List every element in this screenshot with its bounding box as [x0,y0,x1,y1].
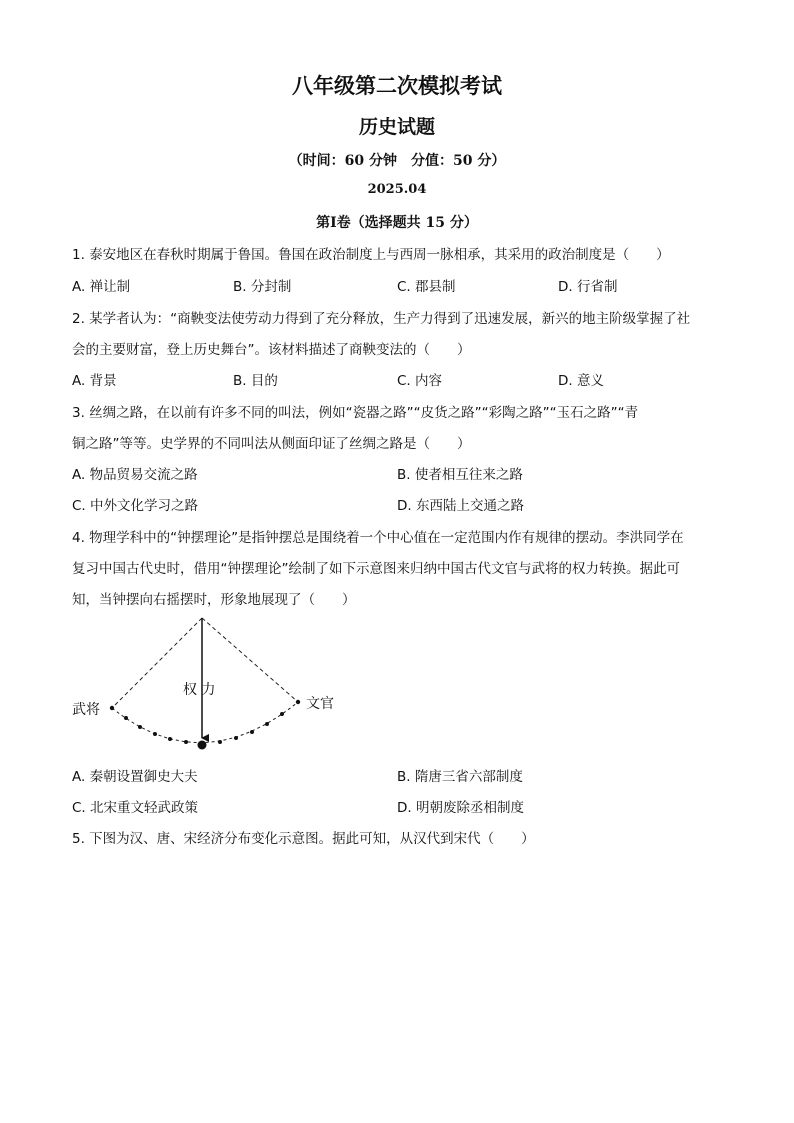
question-4-option-b[interactable]: B. 隋唐三省六部制度 [397,769,523,785]
question-2-stem-line-2: 会的主要财富，登上历史舞台”。该材料描述了商鞅变法的（ ） [72,342,471,358]
exam-meta: （时间：60 分钟 分值：50 分） [288,153,506,169]
section-heading: 第Ⅰ卷（选择题共 15 分） [316,215,478,231]
question-1-option-a[interactable]: A. 禅让制 [72,279,131,295]
question-1-option-b[interactable]: B. 分封制 [233,279,292,295]
label-power: 权 力 [183,682,216,698]
question-3-option-a[interactable]: A. 物品贸易交流之路 [72,467,198,483]
question-3-option-c[interactable]: C. 中外文化学习之路 [72,498,199,514]
subject-title: 历史试题 [358,116,435,138]
exam-title: 八年级第二次模拟考试 [292,73,502,98]
exam-date: 2025.04 [367,182,427,197]
label-civil-officials: 文官 [306,696,334,712]
right-swing-line [202,618,298,702]
question-2-option-a[interactable]: A. 背景 [72,373,117,389]
question-2-option-d[interactable]: D. 意义 [558,373,604,389]
question-4-option-d[interactable]: D. 明朝废除丞相制度 [397,800,524,816]
question-1-stem: 1. 泰安地区在春秋时期属于鲁国。鲁国在政治制度上与西周一脉相承，其采用的政治制度是（ ） [72,247,670,263]
swing-arc [112,702,298,743]
question-5-stem: 5. 下图为汉、唐、宋经济分布变化示意图。据此可知，从汉代到宋代（ ） [72,831,535,847]
question-2-option-b[interactable]: B. 目的 [233,373,278,389]
question-1-option-c[interactable]: C. 郡县制 [397,279,456,295]
pendulum-bob [198,741,207,750]
question-1-option-d[interactable]: D. 行省制 [558,279,618,295]
label-military-generals: 武将 [72,702,100,718]
question-4-stem-line-1: 4. 物理学科中的“钟摆理论”是指钟摆总是围绕着一个中心值在一定范围内作有规律的摆动。李洪同学在 [72,530,684,546]
question-3-stem-line-2: 铜之路”等等。史学界的不同叫法从侧面印证了丝绸之路是（ ） [72,436,471,452]
question-4-option-a[interactable]: A. 秦朝设置御史大夫 [72,769,198,785]
question-4-stem-line-3: 知，当钟摆向右摇摆时，形象地展现了（ ） [72,592,356,608]
question-2-stem-line-1: 2. 某学者认为：“商鞅变法使劳动力得到了充分释放，生产力得到了迅速发展，新兴的地主阶级掌握了社 [72,311,691,327]
question-3-stem-line-1: 3. 丝绸之路，在以前有许多不同的叫法，例如“瓷器之路”“皮货之路”“彩陶之路”“玉石之路”“青 [72,405,639,421]
pendulum-diagram [60,610,360,760]
question-4-stem-line-2: 复习中国古代史时，借用“钟摆理论”绘制了如下示意图来归纳中国古代文官与武将的权力转换。据此可 [72,561,680,577]
arc-dots [110,700,300,744]
question-3-option-b[interactable]: B. 使者相互往来之路 [397,467,523,483]
question-2-option-c[interactable]: C. 内容 [397,373,443,389]
question-4-option-c[interactable]: C. 北宋重文轻武政策 [72,800,199,816]
question-3-option-d[interactable]: D. 东西陆上交通之路 [397,498,524,514]
